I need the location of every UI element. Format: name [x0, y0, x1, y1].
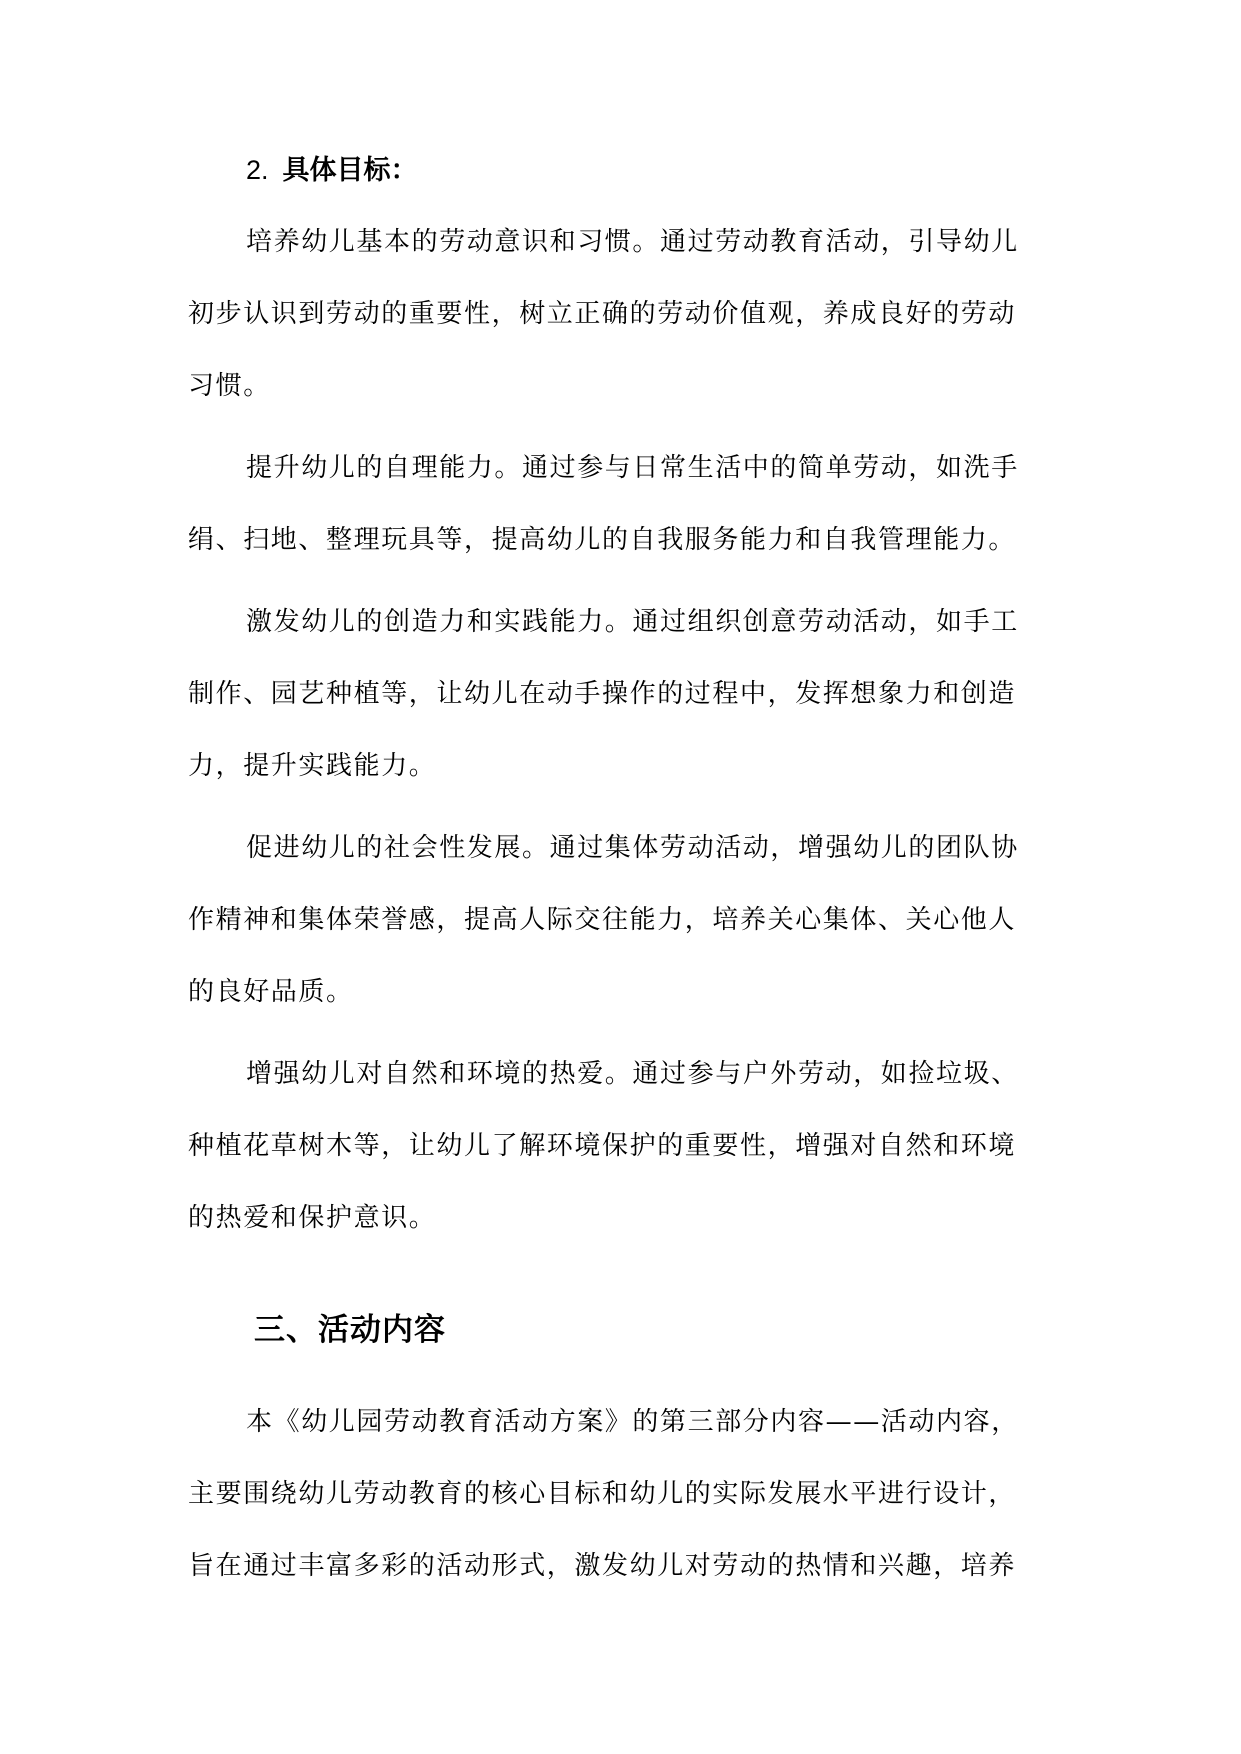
paragraph-line: 提升幼儿的自理能力。通过参与日常生活中的简单劳动，如洗手	[246, 453, 1019, 483]
paragraph-line: 增强幼儿对自然和环境的热爱。通过参与户外劳动，如捡垃圾、	[246, 1059, 1019, 1089]
paragraph-line: 培养幼儿基本的劳动意识和习惯。通过劳动教育活动，引导幼儿	[246, 227, 1019, 257]
paragraph-line: 促进幼儿的社会性发展。通过集体劳动活动，增强幼儿的团队协	[246, 833, 1019, 863]
paragraph-line: 的热爱和保护意识。	[188, 1203, 437, 1233]
paragraph-line: 习惯。	[188, 371, 271, 401]
subsection-title: 具体目标：	[282, 155, 418, 186]
paragraph-line: 制作、园艺种植等，让幼儿在动手操作的过程中，发挥想象力和创造	[188, 679, 1017, 709]
paragraph-line: 作精神和集体荣誉感，提高人际交往能力，培养关心集体、关心他人	[188, 905, 1017, 935]
paragraph-line: 旨在通过丰富多彩的活动形式，激发幼儿对劳动的热情和兴趣，培养	[188, 1551, 1017, 1581]
paragraph-line: 主要围绕幼儿劳动教育的核心目标和幼儿的实际发展水平进行设计，	[188, 1479, 1017, 1509]
paragraph-line: 本《幼儿园劳动教育活动方案》的第三部分内容——活动内容，	[246, 1407, 1019, 1437]
paragraph-line: 绢、扫地、整理玩具等，提高幼儿的自我服务能力和自我管理能力。	[188, 525, 1017, 555]
paragraph-line: 激发幼儿的创造力和实践能力。通过组织创意劳动活动，如手工	[246, 607, 1019, 637]
subsection-heading	[246, 152, 418, 189]
paragraph-line: 的良好品质。	[188, 977, 354, 1007]
paragraph-line: 初步认识到劳动的重要性，树立正确的劳动价值观，养成良好的劳动	[188, 299, 1017, 329]
paragraph-line: 力，提升实践能力。	[188, 751, 437, 781]
subsection-number: 2.	[246, 155, 269, 185]
section-heading: 三、活动内容	[254, 1312, 446, 1348]
paragraph-line: 种植花草树木等，让幼儿了解环境保护的重要性，增强对自然和环境	[188, 1131, 1017, 1161]
